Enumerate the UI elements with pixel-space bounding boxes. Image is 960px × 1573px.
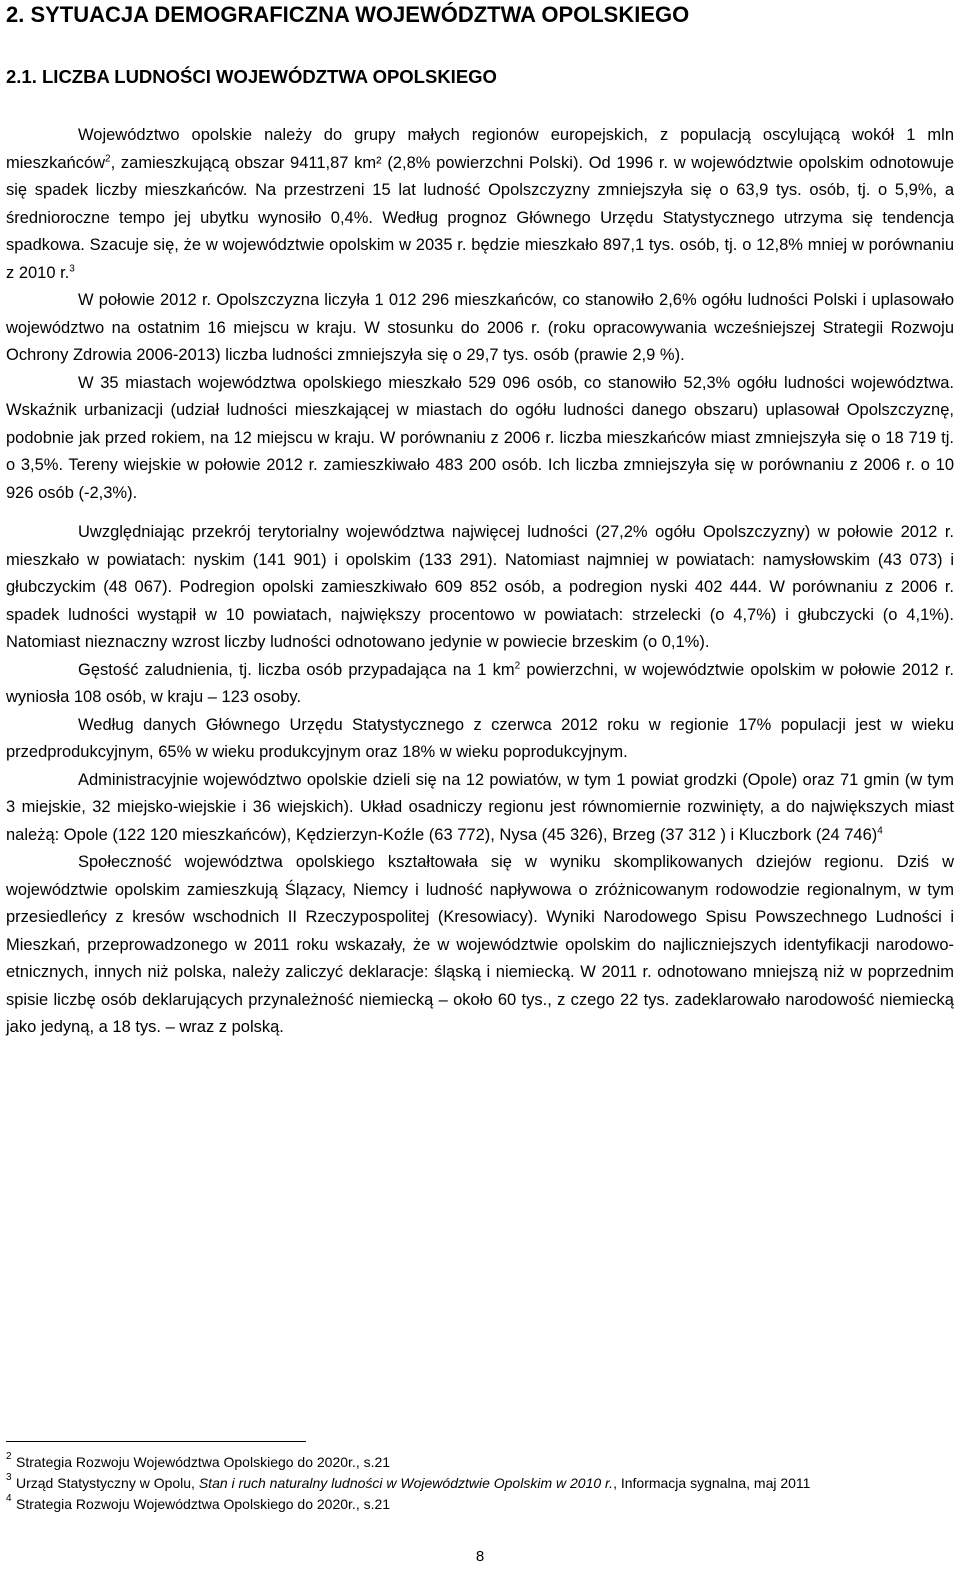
paragraph-7 [6,767,954,850]
footnote-2 [6,1452,954,1473]
subsection-heading: 2.1. LICZBA LUDNOŚCI WOJEWÓDZTWA OPOLSKIEGO [6,66,497,87]
footnote-number: 4 [6,1493,12,1504]
footnote-number: 3 [6,1472,12,1483]
paragraph-1 [6,122,954,287]
paragraph-5 [6,657,954,712]
footnote-divider [6,1441,306,1442]
page-number: 8 [475,1548,485,1565]
footnote-text-a: Urząd Statystyczny w Opolu, [16,1475,199,1491]
paragraph-1-text-a: Województwo opolskie należy do grupy małych regionów europejskich, z populacją oscylującą wokół 1 mln mieszkańców [6,126,954,172]
footnote-ref-2: 2 [105,153,111,164]
paragraph-4: Uwzględniając przekrój terytorialny województwa najwięcej ludności (27,2% ogółu Opolszczyzny) w połowie 2012 r. mieszkało w powiatach: nyskim (141 901) i opolskim (133 291). Natomiast najmniej w powiatach: namysłowskim (43 073) i głubczyckim (48 067). Podregion opolski zamieszkiwało 609 852 osób, a podregion nyski 402 444. W porównaniu z 2006 r. spadek ludności wystąpił w 10 powiatach, największy procentowo w powiatach: strzelecki (o 4,7%) i głubczycki (o 4,1%). Natomiast nieznaczny wzrost liczby ludności odnotowano jedynie w powiecie brzeskim (o 0,1%). [6,523,954,651]
paragraph-7-text: Administracyjnie województwo opolskie dzieli się na 12 powiatów, w tym 1 powiat grodzki (Opole) oraz 71 gmin (w tym 3 miejskie, 32 miejsko-wiejskie i 36 wiejskich). Układ osadniczy regionu jest równomiernie rozwinięty, a do największych miast należą: Opole (122 120 mieszkańców), Kędzierzyn-Koźle (63 772), Nysa (45 326), Brzeg (37 312 ) i Kluczbork (24 746) [6,770,954,844]
body-text [6,122,954,1042]
superscript-2: 2 [514,660,521,671]
paragraph-6: Według danych Głównego Urzędu Statystycznego z czerwca 2012 roku w regionie 17% populacji jest w wieku przedprodukcyjnym, 65% w wieku produkcyjnym oraz 18% w wieku poprodukcyjnym. [6,715,954,761]
footnotes [6,1441,954,1515]
paragraph-5-text-b: powierzchni, w województwie opolskim w połowie 2012 r. wyniosła 108 osób, w kraju – 123 osoby. [6,660,954,706]
paragraph-3: W 35 miastach województwa opolskiego mieszkało 529 096 osób, co stanowiło 52,3% ogółu ludności województwa. Wskaźnik urbanizacji (udział ludności mieszkającej w miastach do ogółu ludności danego obszaru) uplasował Opolszczyznę, podobnie jak przed rokiem, na 12 miejscu w kraju. W porównaniu z 2006 r. liczba mieszkańców miast zmniejszyła się o 18 719 tj. o 3,5%. Tereny wiejskie w połowie 2012 r. zamieszkiwało 483 200 osób. Ich liczba zmniejszyła się w porównaniu z 2006 r. o 10 926 osób (-2,3%). [6,373,954,502]
footnote-number: 2 [6,1451,12,1462]
footnote-ref-4: 4 [877,825,883,836]
footnote-text: Strategia Rozwoju Województwa Opolskiego do 2020r., s.21 [16,1454,391,1470]
footnote-title-italic: Stan i ruch naturalny ludności w Województwie Opolskim w 2010 r. [198,1475,614,1491]
footnote-text-b: , Informacja sygnalna, maj 2011 [613,1475,811,1491]
paragraph-8: Społeczność województwa opolskiego kształtowała się w wyniku skomplikowanych dziejów regionu. Dziś w województwie opolskim zamieszkują Ślązacy, Niemcy i ludność napływowa o zróżnicowanym rodowodzie regionalnym, w tym przesiedleńcy z kresów wschodnich II Rzeczypospolitej (Kresowiacy). Wyniki Narodowego Spisu Powszechnego Ludności i Mieszkań, przeprowadzonego w 2011 roku wskazały, że w województwie opolskim do najliczniejszych identyfikacji narodowo-etnicznych, innych niż polska, należy zaliczyć deklaracje: śląską i niemiecką. W 2011 r. odnotowano mniejszą niż w poprzednim spisie liczbę osób deklarujących przynależność niemiecką – około 60 tys., z czego 22 tys. zadeklarowało narodowość niemiecką jako jedyną, a 18 tys. – wraz z polską. [6,853,954,1036]
footnote-4 [6,1494,954,1515]
footnote-text: Strategia Rozwoju Województwa Opolskiego do 2020r., s.21 [16,1496,391,1512]
paragraph-1-text-b: , zamieszkującą obszar 9411,87 km² (2,8% powierzchni Polski). Od 1996 r. w województwie opolskim odnotowuje się spadek liczby mieszkańców. Na przestrzeni 15 lat ludność Opolszczyzny zmniejszyła się o 63,9 tys. osób, tj. o 5,9%, a średnioroczne tempo jej ubytku wynosiło 0,4%. Według prognoz Głównego Urzędu Statystycznego utrzyma się tendencja spadkowa. Szacuje się, że w województwie opolskim w 2035 r. będzie mieszkało 897,1 tys. osób, tj. o 12,8% mniej w porównaniu z 2010 r. [6,153,954,282]
paragraph-2: W połowie 2012 r. Opolszczyzna liczyła 1 012 296 mieszkańców, co stanowiło 2,6% ogółu ludności Polski i uplasowało województwo na ostatnim 16 miejscu w kraju. W stosunku do 2006 r. (roku opracowywania wcześniejszej Strategii Rozwoju Ochrony Zdrowia 2006-2013) liczba ludności zmniejszyła się o 29,7 tys. osób (prawie 2,9 %). [6,291,954,364]
section-heading: 2. SYTUACJA DEMOGRAFICZNA WOJEWÓDZTWA OPOLSKIEGO [6,2,690,27]
paragraph-5-text-a: Gęstość zaludnienia, tj. liczba osób przypadająca na 1 km [78,660,515,679]
footnote-3 [6,1473,954,1494]
footnote-ref-3: 3 [69,263,75,274]
